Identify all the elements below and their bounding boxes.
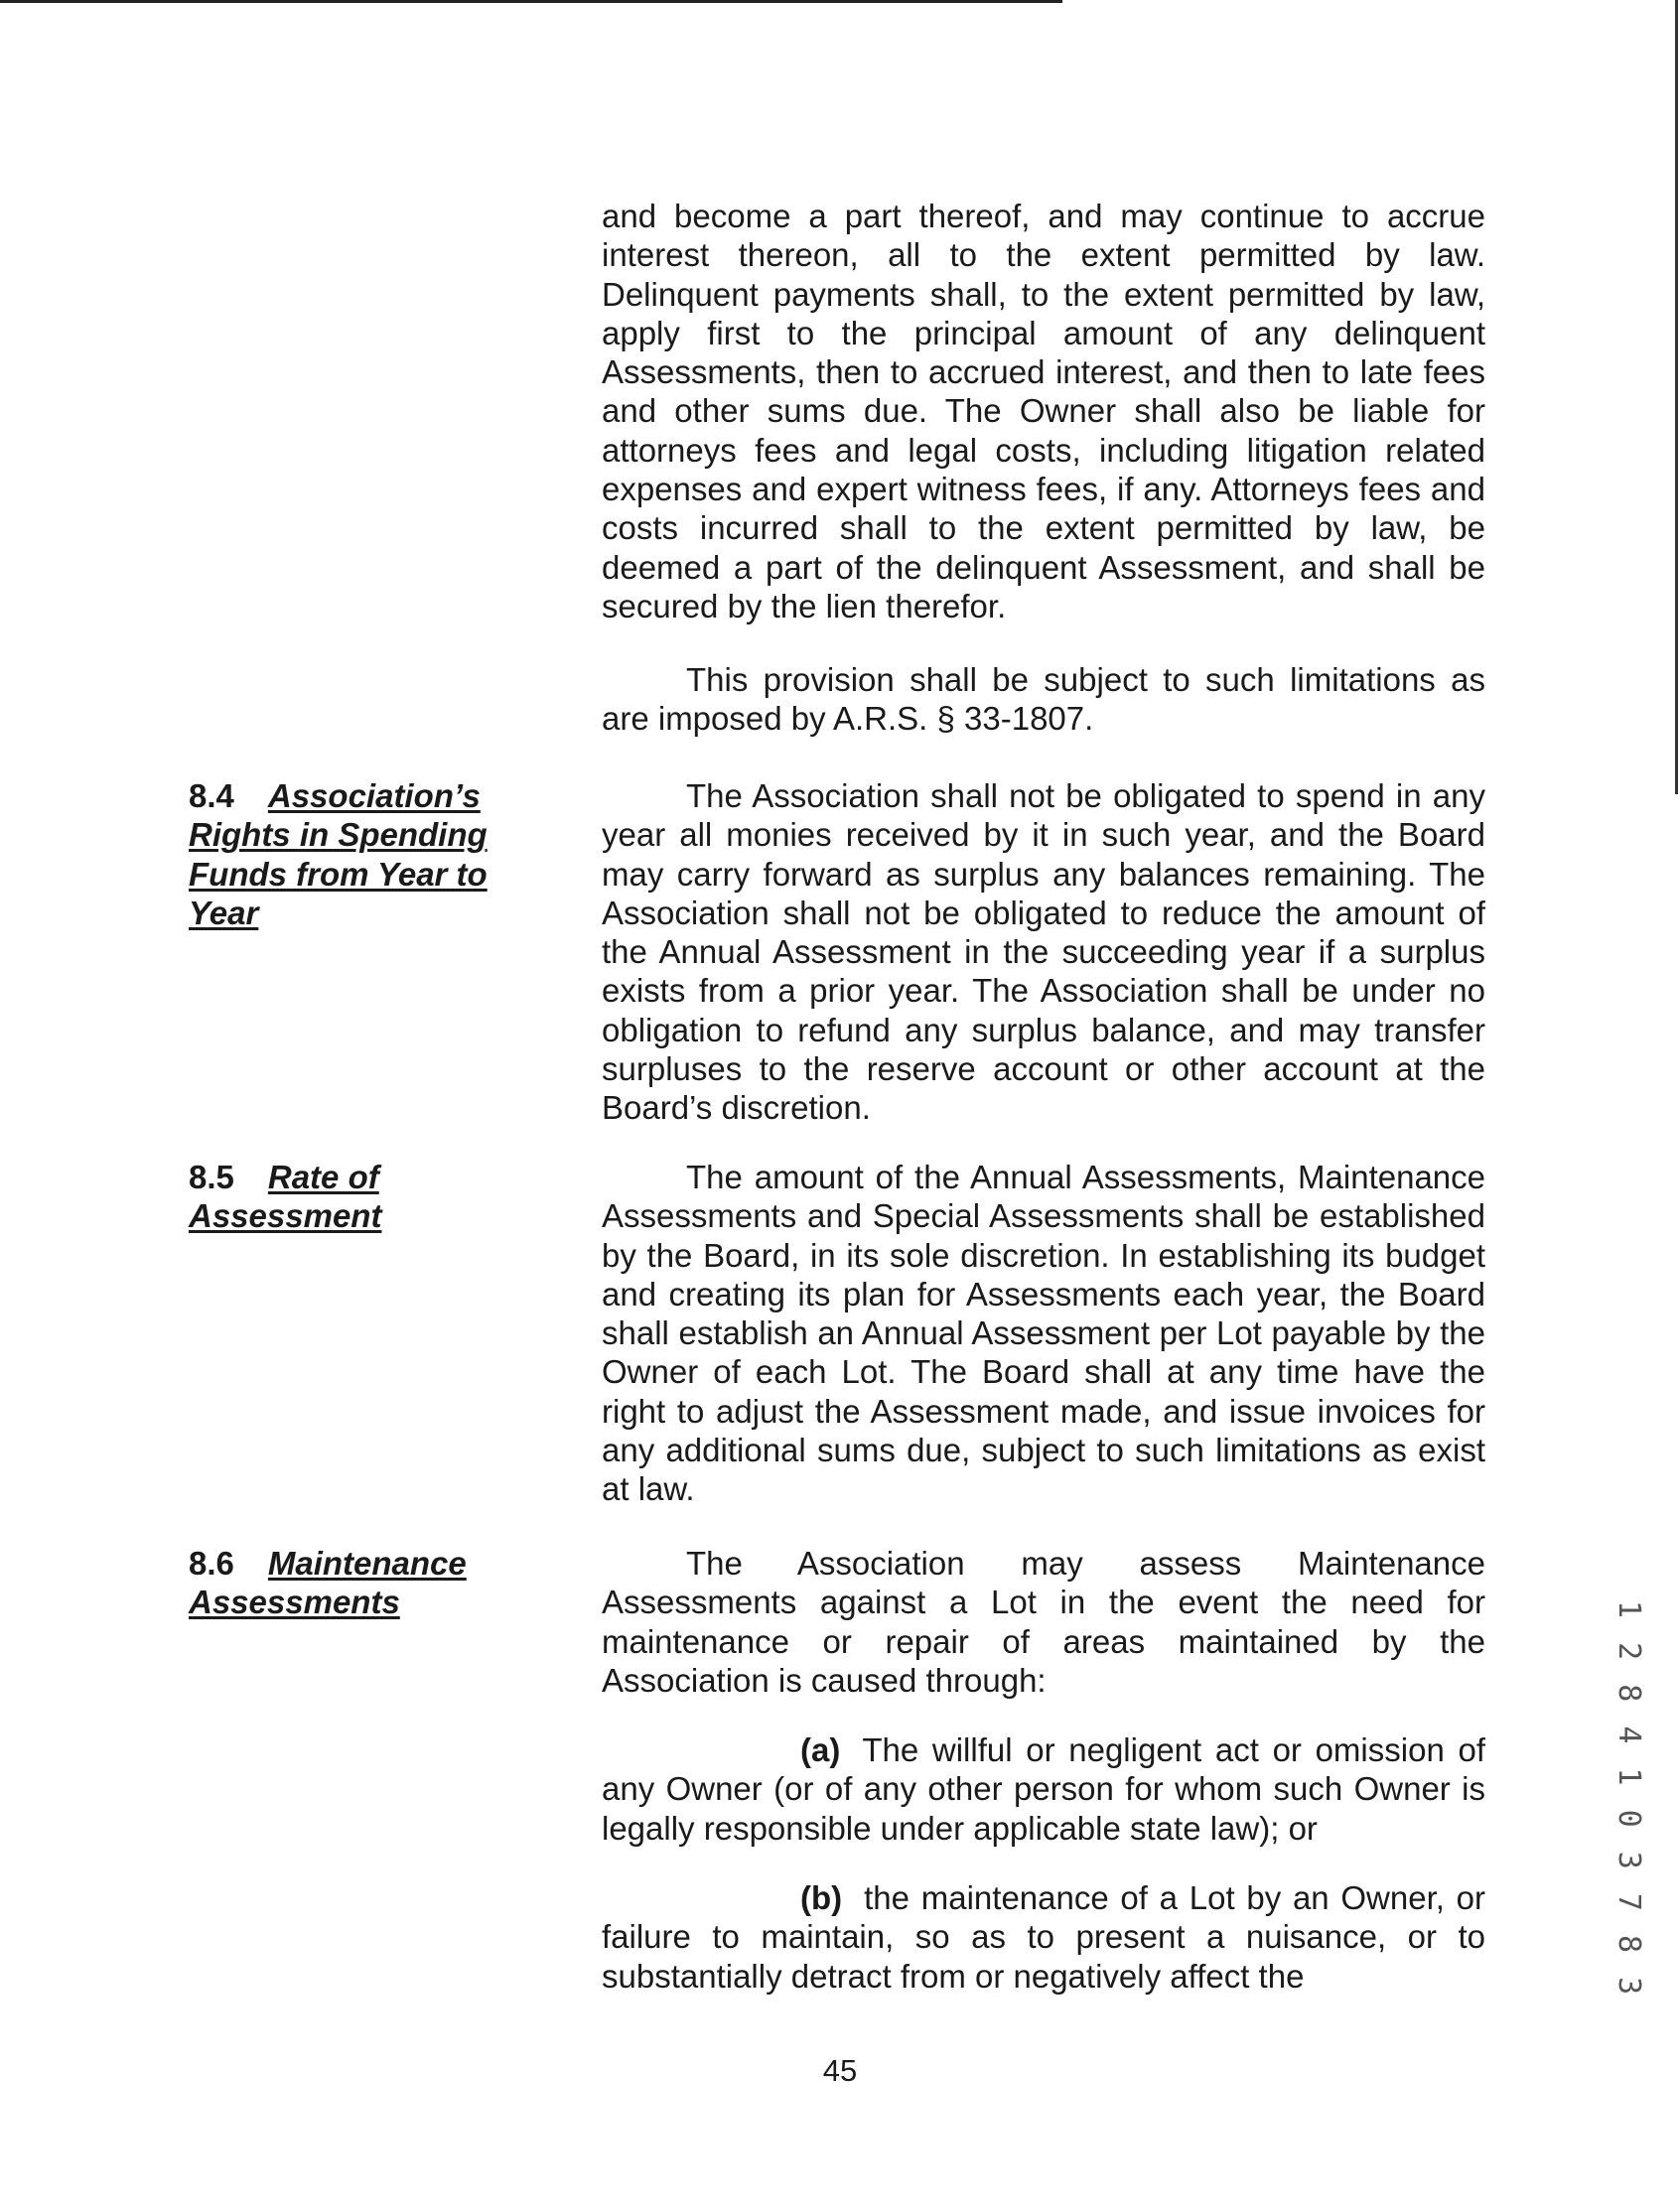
section-title: Association’s Rights in Spending Funds from Year to Year bbox=[189, 777, 488, 931]
section-8-5-heading bbox=[189, 1158, 526, 1236]
scan-edge-top bbox=[0, 0, 1062, 3]
section-number: 8.5 bbox=[189, 1159, 234, 1195]
subitem-letter: (b) bbox=[800, 1879, 843, 1916]
subitem-text: The willful or negligent act or omission of any Owner (or of any other person for whom such Owner is legally responsible under applicable state law); or bbox=[602, 1731, 1485, 1847]
section-8-6-heading bbox=[189, 1544, 526, 1622]
scan-edge-right bbox=[1675, 0, 1678, 794]
section-8-6-body: The Association may assess Maintenance Assessments against a Lot in the event the need for maintenance or repair of areas maintained by the Association is caused through: bbox=[602, 1545, 1485, 1699]
section-8-5-body: The amount of the Annual Assessments, Maintenance Assessments and Special Assessments shall be established by the Board, in its sole discretion. In establishing its budget and creating its plan for Assessments each year, the Board shall establish an Annual Assessment per Lot payable by the Owner of each Lot. The Board shall at any time have the right to adjust the Assessment made, and issue invoices for any additional sums due, subject to such limitations as exist at law. bbox=[602, 1159, 1485, 1508]
page-number: 45 bbox=[822, 2053, 858, 2088]
section-title: Maintenance Assessments bbox=[189, 1545, 467, 1621]
section-8-4-heading bbox=[189, 776, 526, 932]
section-title: Rate of Assessment bbox=[189, 1159, 382, 1235]
section-number: 8.6 bbox=[189, 1545, 234, 1582]
paragraph-continuation: and become a part thereof, and may continue to accrue interest thereon, all to the extent permitted by law. Delinquent payments shall, to the extent permitted by law, apply first to the principal amount of any delinquent Assessments, then to accrued interest, and then to late fees and other sums due. The Owner shall also be liable for attorneys fees and legal costs, including litigation related expenses and expert witness fees, if any. Attorneys fees and costs incurred shall to the extent permitted by law, be deemed a part of the delinquent Assessment, and shall be secured by the lien therefor. bbox=[602, 198, 1485, 624]
subitem-b bbox=[602, 1878, 1485, 1996]
paragraph-limitations: This provision shall be subject to such limitations as are imposed by A.R.S. § 33-1807. bbox=[602, 661, 1485, 738]
subitem-a bbox=[602, 1730, 1485, 1848]
subitem-text: the maintenance of a Lot by an Owner, or failure to maintain, so as to present a nuisance, or to substantially detract from or negatively affect the bbox=[602, 1879, 1485, 1995]
subitem-letter: (a) bbox=[800, 1731, 841, 1768]
recording-stamp: 1 2 8 4 1 0 3 7 8 3 bbox=[1611, 1600, 1646, 1999]
section-8-4-body: The Association shall not be obligated to spend in any year all monies received by it in such year, and the Board may carry forward as surplus any balances remaining. The Association shall not be obligated to reduce the amount of the Annual Assessment in the succeeding year if a surplus exists from a prior year. The Association shall be under no obligation to refund any surplus balance, and may transfer surpluses to the reserve account or other account at the Board’s discretion. bbox=[602, 777, 1485, 1127]
section-number: 8.4 bbox=[189, 777, 234, 814]
